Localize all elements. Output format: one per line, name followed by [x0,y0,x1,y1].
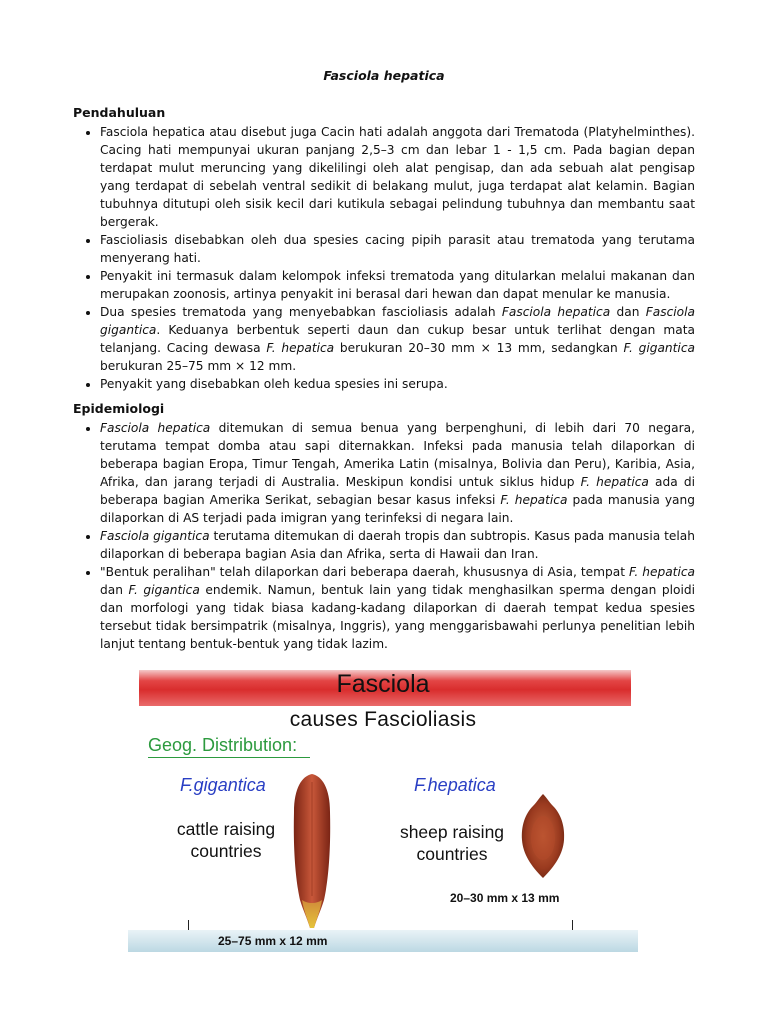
italic-species: F. gigantica [128,583,200,597]
section-pendahuluan [73,104,695,393]
text-run: ada di beberapa bagian Amerika Serikat, sebagian besar kasus infeksi [100,475,695,507]
italic-species: F. hepatica [580,475,649,489]
fasciola-hepatica-image [519,792,567,880]
figure-banner-title: Fasciola [336,670,430,698]
scale-tick [188,920,189,930]
habitat-line: cattle raising [176,819,276,839]
figure-footer-bar [128,930,638,952]
figure-subtitle: causes Fascioliasis [289,708,477,731]
geo-distribution-label: Geog. Distribution: [148,735,298,755]
italic-species: Fasciola hepatica [100,421,211,435]
text-run: dan [100,583,129,597]
bullet-list [73,419,695,653]
habitat-line: countries [190,841,262,861]
list-item: • Fascioliasis disebabkan oleh dua spesies cacing pipih parasit atau trematoda yang terutama menyerang hati. [100,231,695,267]
fasciola-figure [128,668,638,952]
habitat-line: sheep raising [399,822,505,842]
text-run: dan [610,305,646,319]
document-title: Fasciola hepatica [323,68,445,83]
text-run: . Keduanya berbentuk seperti daun dan cukup besar untuk terlihat dengan mata telanjang. Cacing dewasa [100,323,695,355]
habitat-label-gigantica [156,818,296,862]
list-item [100,527,695,563]
size-label-hepatica: 20–30 mm x 13 mm [450,891,560,905]
text-run: pada manusia yang dilaporkan di AS terjadi pada imigran yang terinfeksi di negara lain. [100,493,695,525]
text-run: "Bentuk peralihan" telah dilaporkan dari beberapa daerah, khususnya di Asia, tempat [100,565,629,579]
italic-species: F. gigantica [623,341,695,355]
species-label-gigantica: F.gigantica [180,775,266,795]
fasciola-gigantica-image [286,772,338,932]
text-run: ditemukan di semua benua yang berpenghuni, di lebih dari 70 negara, terutama tempat domba atau sapi diternakkan. Infeksi pada manusia telah dilaporkan di beberapa bagian Eropa, Timur Tengah, Amerika Latin (misalnya, Bolivia dan Peru), Karibia, Asia, Afrika, dan jarang terjadi di Australia. Meskipun kondisi untuk siklus hidup [100,421,695,489]
italic-species: Fasciola gigantica [100,305,695,337]
list-item [100,303,695,375]
text-run: Dua spesies trematoda yang menyebabkan fascioliasis adalah [100,305,502,319]
text-run: berukuran 20–30 mm × 13 mm, sedangkan [334,341,624,355]
size-label-gigantica: 25–75 mm x 12 mm [218,934,328,948]
italic-species: Fasciola hepatica [501,305,611,319]
list-item [100,563,695,653]
list-item: • Penyakit ini termasuk dalam kelompok infeksi trematoda yang ditularkan melalui makanan dan merupakan zoonosis, artinya penyakit ini berasal dari hewan dan dapat menular ke manusia. [100,267,695,303]
bullet-list [73,123,695,393]
section-heading: Epidemiologi [73,401,165,416]
species-label-hepatica: F.hepatica [414,775,496,795]
list-item [100,419,695,527]
scale-tick [572,920,573,930]
text-run: berukuran 25–75 mm × 12 mm. [100,359,297,373]
text-run: endemik. Namun, bentuk lain yang tidak menghasilkan sperma dengan ploidi dan morfologi yang tidak biasa kadang-kadang dilaporkan di daerah tempat kedua spesies tersebut tidak bersimpatrik (misalnya, Inggris), yang menggarisbawahi perlunya penelitian lebih lanjut tentang bentuk-bentuk yang tidak lazim. [100,583,695,651]
list-item: • Penyakit yang disebabkan oleh kedua spesies ini serupa. [100,375,695,393]
text-run: terutama ditemukan di daerah tropis dan subtropis. Kasus pada manusia telah dilaporkan di beberapa bagian Asia dan Afrika, serta di Hawaii dan Iran. [100,529,695,561]
habitat-line: countries [416,844,488,864]
habitat-label-hepatica [382,821,522,865]
section-epidemiologi [73,400,695,653]
section-heading: Pendahuluan [73,105,166,120]
italic-species: F. hepatica [628,565,696,579]
italic-species: F. hepatica [266,341,335,355]
italic-species: Fasciola gigantica [100,529,210,543]
italic-species: F. hepatica [500,493,568,507]
geo-underline [148,757,310,758]
list-item: • Fasciola hepatica atau disebut juga Cacin hati adalah anggota dari Trematoda (Platyhelminthes). Cacing hati mempunyai ukuran panjang 2,5–3 cm dan lebar 1 - 1,5 cm. Pada bagian depan terdapat mulut meruncing yang dikelilingi oleh alat pengisap, dan ada sebuah alat pengisap yang terdapat di sebelah ventral sedikit di belakang mulut, juga terdapat alat kelamin. Bagian tubuhnya ditutupi oleh sisik kecil dari kutikula sebagai pelindung tubuhnya dan membantu saat bergerak. [100,123,695,231]
